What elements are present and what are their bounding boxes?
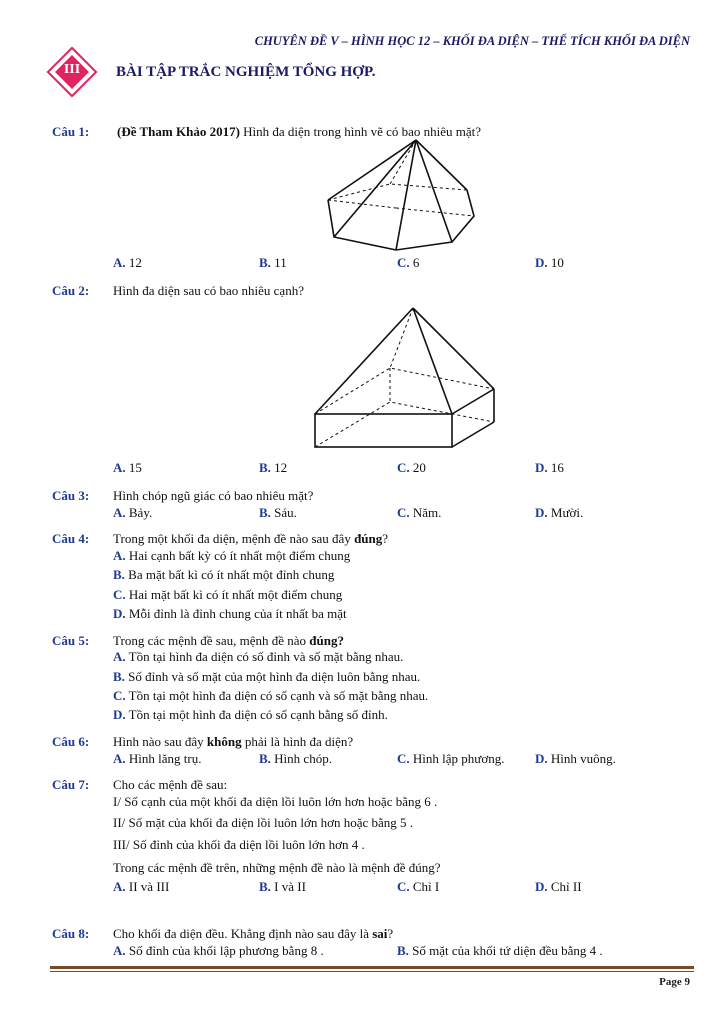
option-b[interactable]: B. Số mặt của khối tứ diện đều bằng 4 . xyxy=(397,943,603,958)
option-c[interactable]: C. Tồn tại một hình đa diện có số cạnh và số mặt bằng nhau. xyxy=(113,688,429,703)
question-label: Câu 4: xyxy=(52,531,90,546)
option-b[interactable]: B. Số đỉnh và số mặt của một hình đa diện luôn bằng nhau. xyxy=(113,669,421,684)
question-text: Trong một khối đa diện, mệnh đề nào sau đây đúng? xyxy=(113,531,389,546)
option-c[interactable]: C. Chỉ I xyxy=(397,879,440,894)
option-d[interactable]: D. Tồn tại một hình đa diện có số cạnh bằng số đỉnh. xyxy=(113,707,388,722)
statement-1: I/ Số cạnh của một khối đa diện lồi luôn lớn hơn hoặc bằng 6 . xyxy=(113,794,438,809)
statement-3: III/ Số đỉnh của khối đa diện lồi luôn lớn hơn 4 . xyxy=(113,837,365,852)
option-a[interactable]: A. Hai cạnh bất kỳ có ít nhất một điểm chung xyxy=(113,548,351,563)
question-prompt: Trong các mệnh đề trên, những mệnh đề nào là mệnh đề đúng? xyxy=(113,860,441,875)
option-d[interactable]: D. Chỉ II xyxy=(535,879,582,894)
section-title: BÀI TẬP TRẮC NGHIỆM TỔNG HỢP. xyxy=(116,64,376,80)
page-header: CHUYÊN ĐỀ V – HÌNH HỌC 12 – KHỐI ĐA DIỆN – THỂ TÍCH KHỐI ĐA DIỆN xyxy=(254,34,690,48)
page-number: Page 9 xyxy=(659,976,690,988)
question-label: Câu 5: xyxy=(52,633,90,648)
option-c[interactable]: C. Năm. xyxy=(397,505,442,520)
option-b[interactable]: B. Ba mặt bất kì có ít nhất một đỉnh chung xyxy=(113,567,335,582)
option-d[interactable]: D. Mỗi đỉnh là đỉnh chung của ít nhất ba mặt xyxy=(113,606,347,621)
option-b[interactable]: B. I và II xyxy=(259,879,306,894)
option-c[interactable]: C. Hai mặt bất kì có ít nhất một điểm chung xyxy=(113,587,343,602)
footer-divider xyxy=(50,966,694,969)
question-label: Câu 8: xyxy=(52,926,90,941)
polyhedron-figure-1 xyxy=(320,136,480,254)
option-a[interactable]: A. Số đỉnh của khối lập phương bằng 8 . xyxy=(113,943,324,958)
section-number: III xyxy=(63,62,81,77)
option-d[interactable]: D. Hình vuông. xyxy=(535,751,616,766)
section-heading xyxy=(50,50,650,98)
option-d[interactable]: D. 16 xyxy=(535,460,564,475)
question-text: Hình chóp ngũ giác có bao nhiêu mặt? xyxy=(113,488,314,503)
option-a[interactable]: A. Hình lăng trụ. xyxy=(113,751,202,766)
question-label: Câu 1: xyxy=(52,124,90,139)
option-a[interactable]: A. 12 xyxy=(113,255,142,270)
option-d[interactable]: D. Mười. xyxy=(535,505,584,520)
question-source: (Đề Tham Khảo 2017) xyxy=(117,124,240,139)
question-label: Câu 2: xyxy=(52,283,90,298)
option-a[interactable]: A. Tồn tại hình đa diện có số đỉnh và số mặt bằng nhau. xyxy=(113,649,404,664)
option-c[interactable]: C. 20 xyxy=(397,460,426,475)
footer-divider-thin xyxy=(50,971,694,972)
question-text: Cho các mệnh đề sau: xyxy=(113,777,228,792)
statement-2: II/ Số mặt của khối đa diện lồi luôn lớn hơn hoặc bằng 5 . xyxy=(113,815,414,830)
option-c[interactable]: C. 6 xyxy=(397,255,420,270)
option-d[interactable]: D. 10 xyxy=(535,255,564,270)
option-b[interactable]: B. 11 xyxy=(259,255,287,270)
polyhedron-figure-2 xyxy=(310,302,500,454)
option-c[interactable]: C. Hình lập phương. xyxy=(397,751,505,766)
question-text: Hình đa diện trong hình vẽ có bao nhiêu mặt? xyxy=(239,124,482,139)
option-b[interactable]: B. Hình chóp. xyxy=(259,751,332,766)
question-label: Câu 3: xyxy=(52,488,90,503)
question-text: Trong các mệnh đề sau, mệnh đề nào đúng? xyxy=(113,633,344,648)
option-b[interactable]: B. Sáu. xyxy=(259,505,297,520)
option-a[interactable]: A. II và III xyxy=(113,879,170,894)
option-a[interactable]: A. Bảy. xyxy=(113,505,153,520)
question-label: Câu 6: xyxy=(52,734,90,749)
question-text: Cho khối đa diện đều. Khẳng định nào sau đây là sai? xyxy=(113,926,394,941)
question-label: Câu 7: xyxy=(52,777,90,792)
question-text: Hình đa diện sau có bao nhiêu cạnh? xyxy=(113,283,304,298)
option-a[interactable]: A. 15 xyxy=(113,460,142,475)
option-b[interactable]: B. 12 xyxy=(259,460,288,475)
question-text: Hình nào sau đây không phải là hình đa diện? xyxy=(113,734,354,749)
